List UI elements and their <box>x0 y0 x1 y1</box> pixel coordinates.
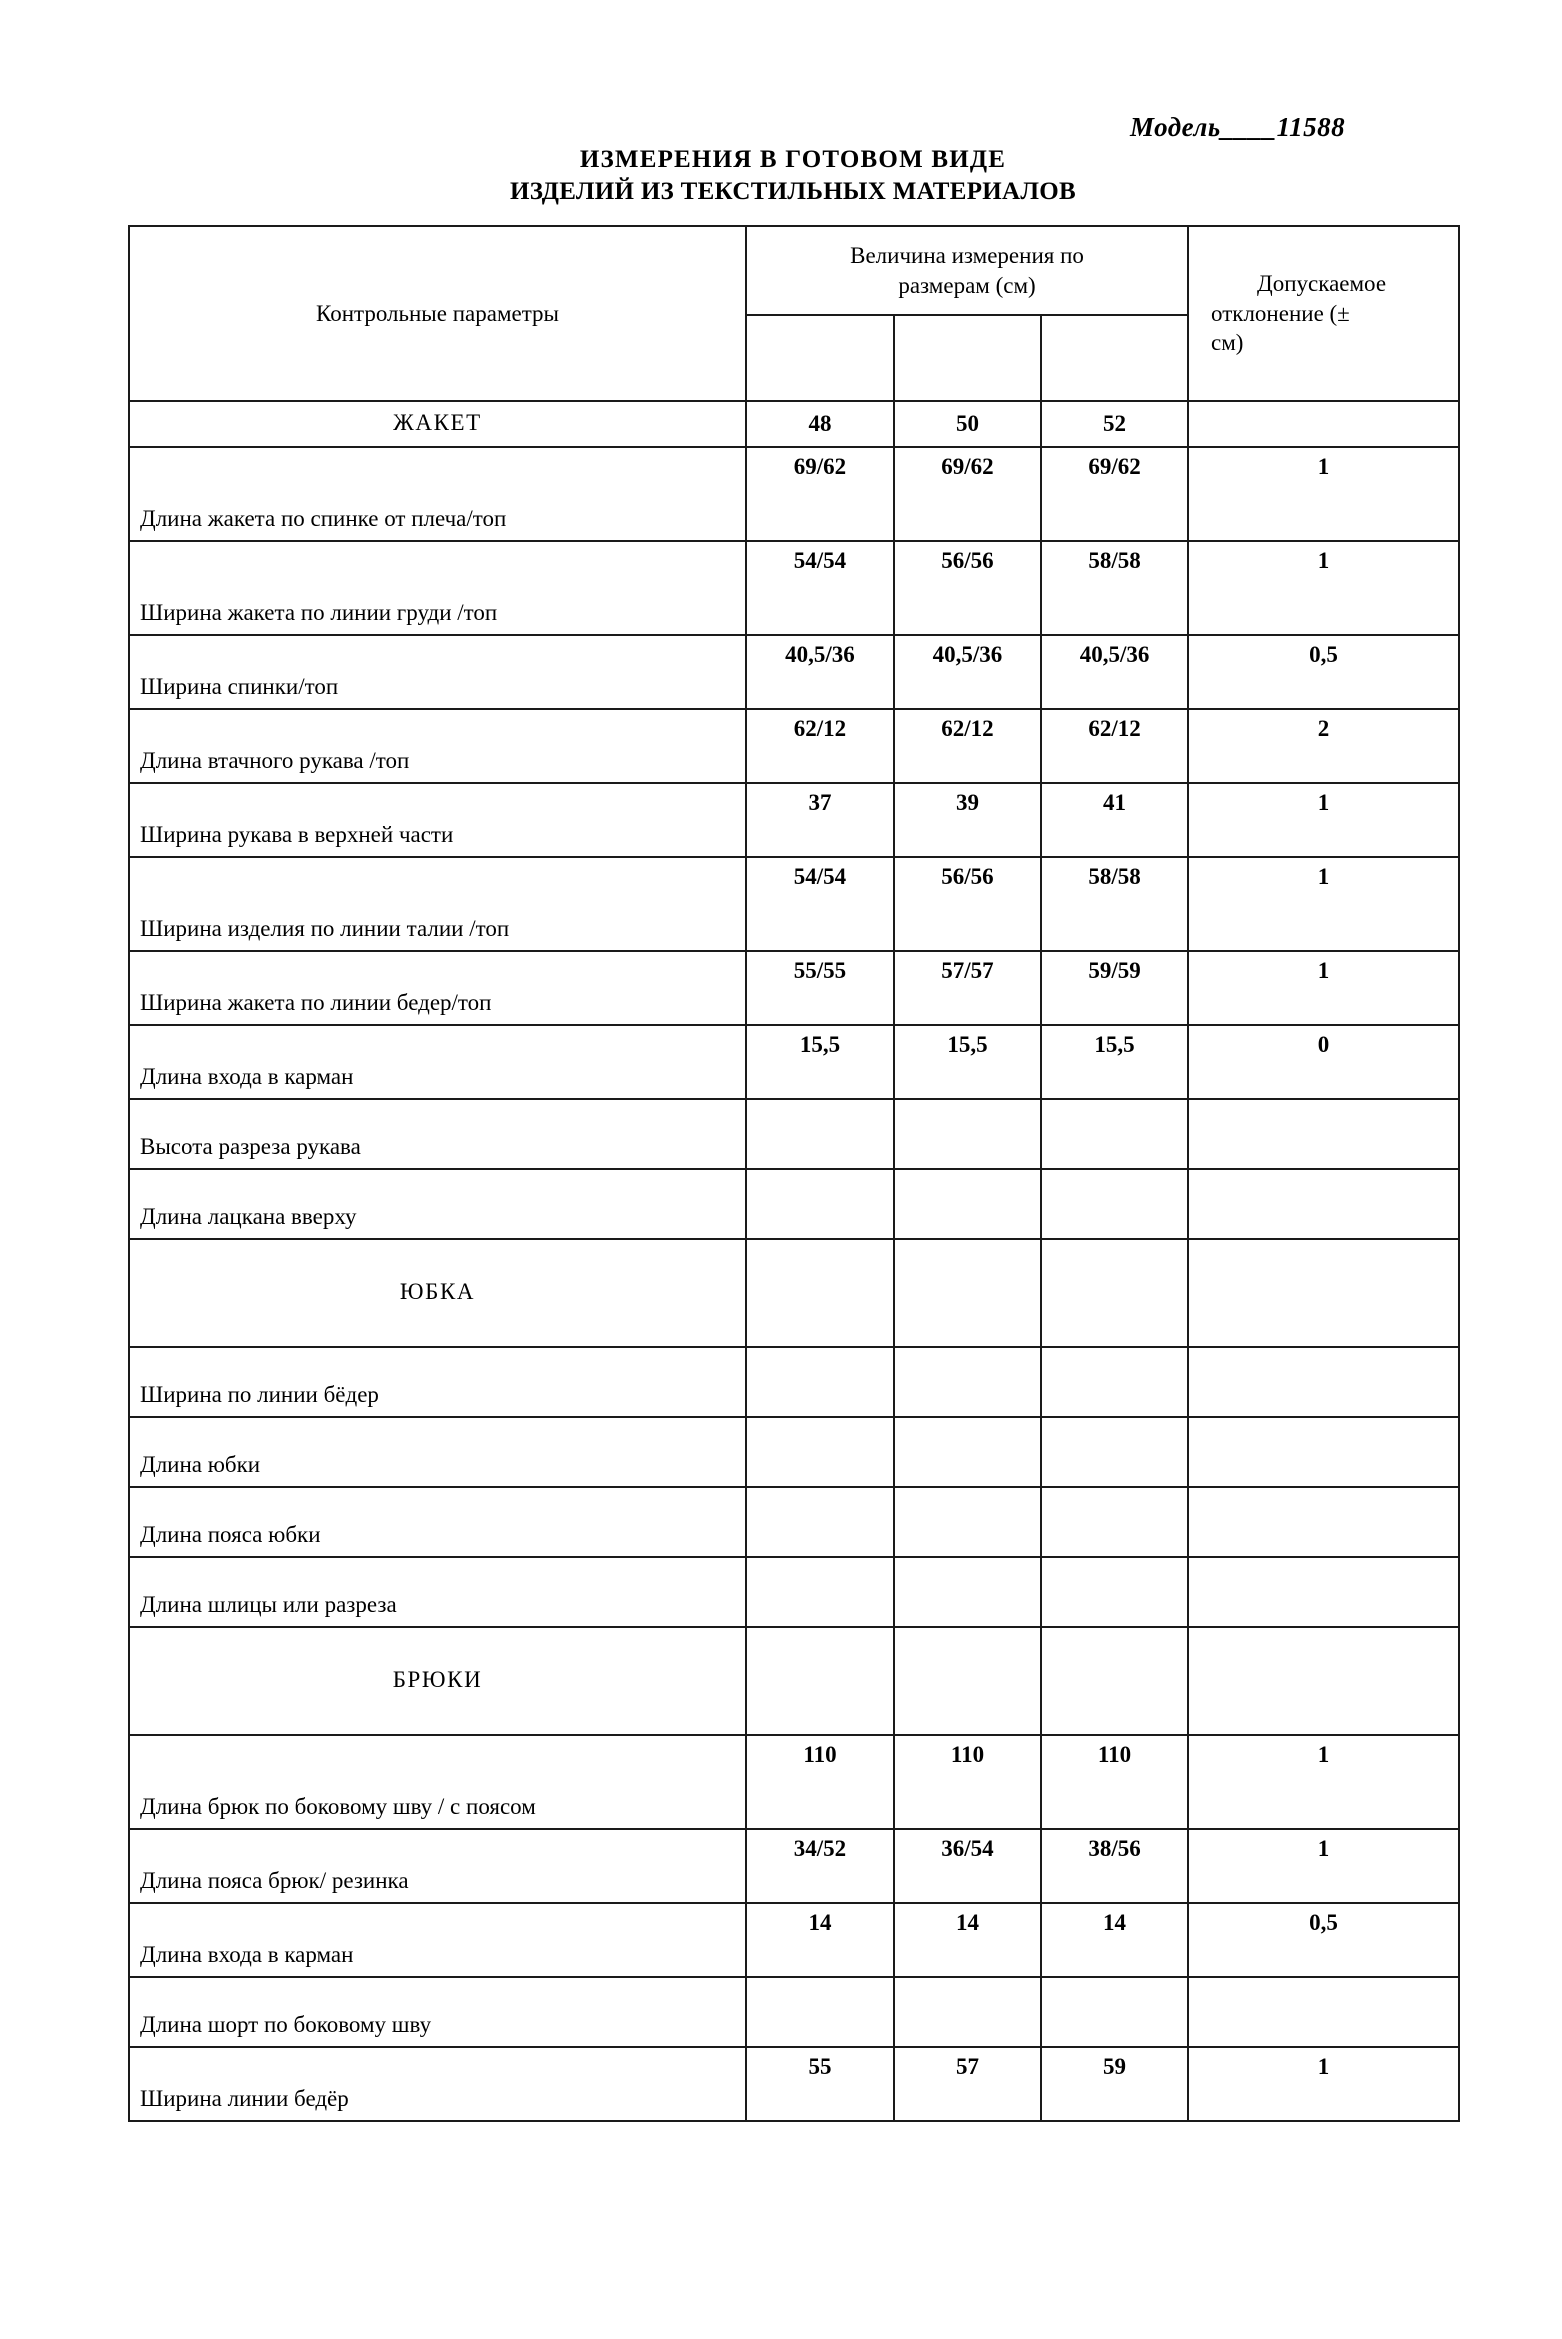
section-title-ЮБКА: ЮБКА <box>129 1239 746 1347</box>
section-header-row <box>129 1239 1459 1347</box>
row-parameter-label: Ширина изделия по линии талии /топ <box>129 857 746 951</box>
row-value-size-52: 110 <box>1041 1735 1188 1829</box>
row-value-size-48 <box>746 1099 894 1169</box>
row-value-size-52: 59 <box>1041 2047 1188 2121</box>
column-header-sizes-line-2: размерам (см) <box>898 272 1036 298</box>
table-row <box>129 635 1459 709</box>
table-row <box>129 1903 1459 1977</box>
section-title-БРЮКИ: БРЮКИ <box>129 1627 746 1735</box>
row-value-size-50: 69/62 <box>894 447 1041 541</box>
row-parameter-label: Длина юбки <box>129 1417 746 1487</box>
row-value-size-48 <box>746 1977 894 2047</box>
row-deviation-value: 1 <box>1188 783 1459 857</box>
row-value-size-50: 62/12 <box>894 709 1041 783</box>
table-row <box>129 1025 1459 1099</box>
row-value-size-48: 55/55 <box>746 951 894 1025</box>
section-header-row <box>129 401 1459 447</box>
row-parameter-label: Длина пояса юбки <box>129 1487 746 1557</box>
row-value-size-52: 62/12 <box>1041 709 1188 783</box>
size-column-header-3 <box>1041 1239 1188 1347</box>
row-parameter-label: Длина входа в карман <box>129 1903 746 1977</box>
row-deviation-value <box>1188 1099 1459 1169</box>
row-value-size-50 <box>894 1557 1041 1627</box>
table-row <box>129 1487 1459 1557</box>
row-deviation-value: 1 <box>1188 951 1459 1025</box>
row-value-size-50: 40,5/36 <box>894 635 1041 709</box>
size-subcolumn-2 <box>894 315 1041 401</box>
row-deviation-value <box>1188 1347 1459 1417</box>
table-row <box>129 951 1459 1025</box>
row-value-size-52: 69/62 <box>1041 447 1188 541</box>
row-deviation-value: 0,5 <box>1188 635 1459 709</box>
row-parameter-label: Ширина рукава в верхней части <box>129 783 746 857</box>
column-header-parameters: Контрольные параметры <box>129 226 746 401</box>
row-parameter-label: Ширина по линии бёдер <box>129 1347 746 1417</box>
row-value-size-48: 110 <box>746 1735 894 1829</box>
table-row <box>129 1347 1459 1417</box>
row-deviation-value: 1 <box>1188 2047 1459 2121</box>
row-deviation-value <box>1188 1977 1459 2047</box>
table-row <box>129 1557 1459 1627</box>
table-row <box>129 1417 1459 1487</box>
section-title-ЖАКЕТ: ЖАКЕТ <box>129 401 746 447</box>
section-header-row <box>129 1627 1459 1735</box>
row-value-size-48: 54/54 <box>746 541 894 635</box>
row-deviation-value <box>1188 1417 1459 1487</box>
table-row <box>129 1169 1459 1239</box>
row-parameter-label: Длина втачного рукава /топ <box>129 709 746 783</box>
row-value-size-50 <box>894 1977 1041 2047</box>
section-deviation-cell <box>1188 401 1459 447</box>
table-row <box>129 541 1459 635</box>
size-subcolumn-1 <box>746 315 894 401</box>
row-parameter-label: Длина шлицы или разреза <box>129 1557 746 1627</box>
table-row <box>129 2047 1459 2121</box>
row-parameter-label: Ширина спинки/топ <box>129 635 746 709</box>
row-deviation-value: 0 <box>1188 1025 1459 1099</box>
row-deviation-value: 1 <box>1188 447 1459 541</box>
column-header-sizes-line-1: Величина измерения по <box>850 243 1084 269</box>
row-value-size-52: 59/59 <box>1041 951 1188 1025</box>
column-header-deviation <box>1188 226 1459 401</box>
row-parameter-label: Длина брюк по боковому шву / с поясом <box>129 1735 746 1829</box>
row-value-size-50 <box>894 1169 1041 1239</box>
page-title <box>128 144 1458 207</box>
table-row <box>129 1099 1459 1169</box>
table-row <box>129 1735 1459 1829</box>
row-value-size-50: 57 <box>894 2047 1041 2121</box>
row-value-size-52 <box>1041 1169 1188 1239</box>
page-title-line-1: ИЗМЕРЕНИЯ В ГОТОВОМ ВИДЕ <box>579 146 1007 173</box>
page-title-line-2: ИЗДЕЛИЙ ИЗ ТЕКСТИЛЬНЫХ МАТЕРИАЛОВ <box>509 177 1077 205</box>
size-column-header-3 <box>1041 1627 1188 1735</box>
row-value-size-52: 58/58 <box>1041 541 1188 635</box>
row-value-size-52 <box>1041 1099 1188 1169</box>
row-value-size-52 <box>1041 1347 1188 1417</box>
row-value-size-48 <box>746 1169 894 1239</box>
row-parameter-label: Длина жакета по спинке от плеча/топ <box>129 447 746 541</box>
row-value-size-50 <box>894 1099 1041 1169</box>
row-deviation-value <box>1188 1487 1459 1557</box>
size-column-header-2: 50 <box>894 401 1041 447</box>
row-value-size-48: 14 <box>746 1903 894 1977</box>
row-deviation-value: 2 <box>1188 709 1459 783</box>
row-value-size-52: 15,5 <box>1041 1025 1188 1099</box>
row-value-size-50: 56/56 <box>894 857 1041 951</box>
row-value-size-52 <box>1041 1977 1188 2047</box>
size-column-header-1 <box>746 1627 894 1735</box>
row-value-size-52 <box>1041 1417 1188 1487</box>
row-value-size-48 <box>746 1487 894 1557</box>
row-deviation-value: 1 <box>1188 857 1459 951</box>
row-value-size-48: 62/12 <box>746 709 894 783</box>
size-column-header-2 <box>894 1239 1041 1347</box>
row-value-size-48: 69/62 <box>746 447 894 541</box>
row-value-size-48 <box>746 1347 894 1417</box>
row-value-size-50 <box>894 1487 1041 1557</box>
row-value-size-50: 15,5 <box>894 1025 1041 1099</box>
row-deviation-value <box>1188 1557 1459 1627</box>
row-value-size-50: 39 <box>894 783 1041 857</box>
row-value-size-48: 37 <box>746 783 894 857</box>
table-row <box>129 709 1459 783</box>
row-parameter-label: Длина входа в карман <box>129 1025 746 1099</box>
row-value-size-48 <box>746 1557 894 1627</box>
row-value-size-48: 15,5 <box>746 1025 894 1099</box>
row-value-size-48: 54/54 <box>746 857 894 951</box>
section-deviation-cell <box>1188 1239 1459 1347</box>
table-header-row <box>129 226 1459 315</box>
section-deviation-cell <box>1188 1627 1459 1735</box>
column-header-deviation-line-2: отклонение (± <box>1211 300 1350 326</box>
column-header-sizes <box>746 226 1188 315</box>
table-row <box>129 1829 1459 1903</box>
row-value-size-48: 40,5/36 <box>746 635 894 709</box>
size-column-header-1: 48 <box>746 401 894 447</box>
row-value-size-52: 14 <box>1041 1903 1188 1977</box>
measurements-table <box>128 225 1460 2122</box>
table-row <box>129 1977 1459 2047</box>
column-header-deviation-line-1: Допускаемое <box>1257 271 1387 297</box>
table-row <box>129 857 1459 951</box>
size-column-header-3: 52 <box>1041 401 1188 447</box>
row-value-size-50 <box>894 1347 1041 1417</box>
table-row <box>129 783 1459 857</box>
row-deviation-value <box>1188 1169 1459 1239</box>
row-value-size-50: 14 <box>894 1903 1041 1977</box>
row-deviation-value: 0,5 <box>1188 1903 1459 1977</box>
row-value-size-48: 55 <box>746 2047 894 2121</box>
row-value-size-50: 110 <box>894 1735 1041 1829</box>
row-value-size-48 <box>746 1417 894 1487</box>
size-column-header-2 <box>894 1627 1041 1735</box>
table-row <box>129 447 1459 541</box>
row-value-size-50: 36/54 <box>894 1829 1041 1903</box>
row-parameter-label: Высота разреза рукава <box>129 1099 746 1169</box>
size-subcolumn-3 <box>1041 315 1188 401</box>
column-header-deviation-line-3: см) <box>1211 330 1244 356</box>
model-number: Модель____11588 <box>1130 112 1346 142</box>
row-value-size-52: 58/58 <box>1041 857 1188 951</box>
row-value-size-52: 38/56 <box>1041 1829 1188 1903</box>
row-value-size-50 <box>894 1417 1041 1487</box>
row-value-size-52 <box>1041 1487 1188 1557</box>
row-value-size-50: 56/56 <box>894 541 1041 635</box>
row-parameter-label: Ширина линии бедёр <box>129 2047 746 2121</box>
row-deviation-value: 1 <box>1188 1735 1459 1829</box>
row-value-size-50: 57/57 <box>894 951 1041 1025</box>
row-parameter-label: Длина шорт по боковому шву <box>129 1977 746 2047</box>
row-value-size-52 <box>1041 1557 1188 1627</box>
row-value-size-48: 34/52 <box>746 1829 894 1903</box>
row-parameter-label: Ширина жакета по линии бедер/топ <box>129 951 746 1025</box>
row-value-size-52: 40,5/36 <box>1041 635 1188 709</box>
row-deviation-value: 1 <box>1188 1829 1459 1903</box>
row-parameter-label: Длина пояса брюк/ резинка <box>129 1829 746 1903</box>
row-deviation-value: 1 <box>1188 541 1459 635</box>
row-parameter-label: Длина лацкана вверху <box>129 1169 746 1239</box>
row-parameter-label: Ширина жакета по линии груди /топ <box>129 541 746 635</box>
row-value-size-52: 41 <box>1041 783 1188 857</box>
size-column-header-1 <box>746 1239 894 1347</box>
